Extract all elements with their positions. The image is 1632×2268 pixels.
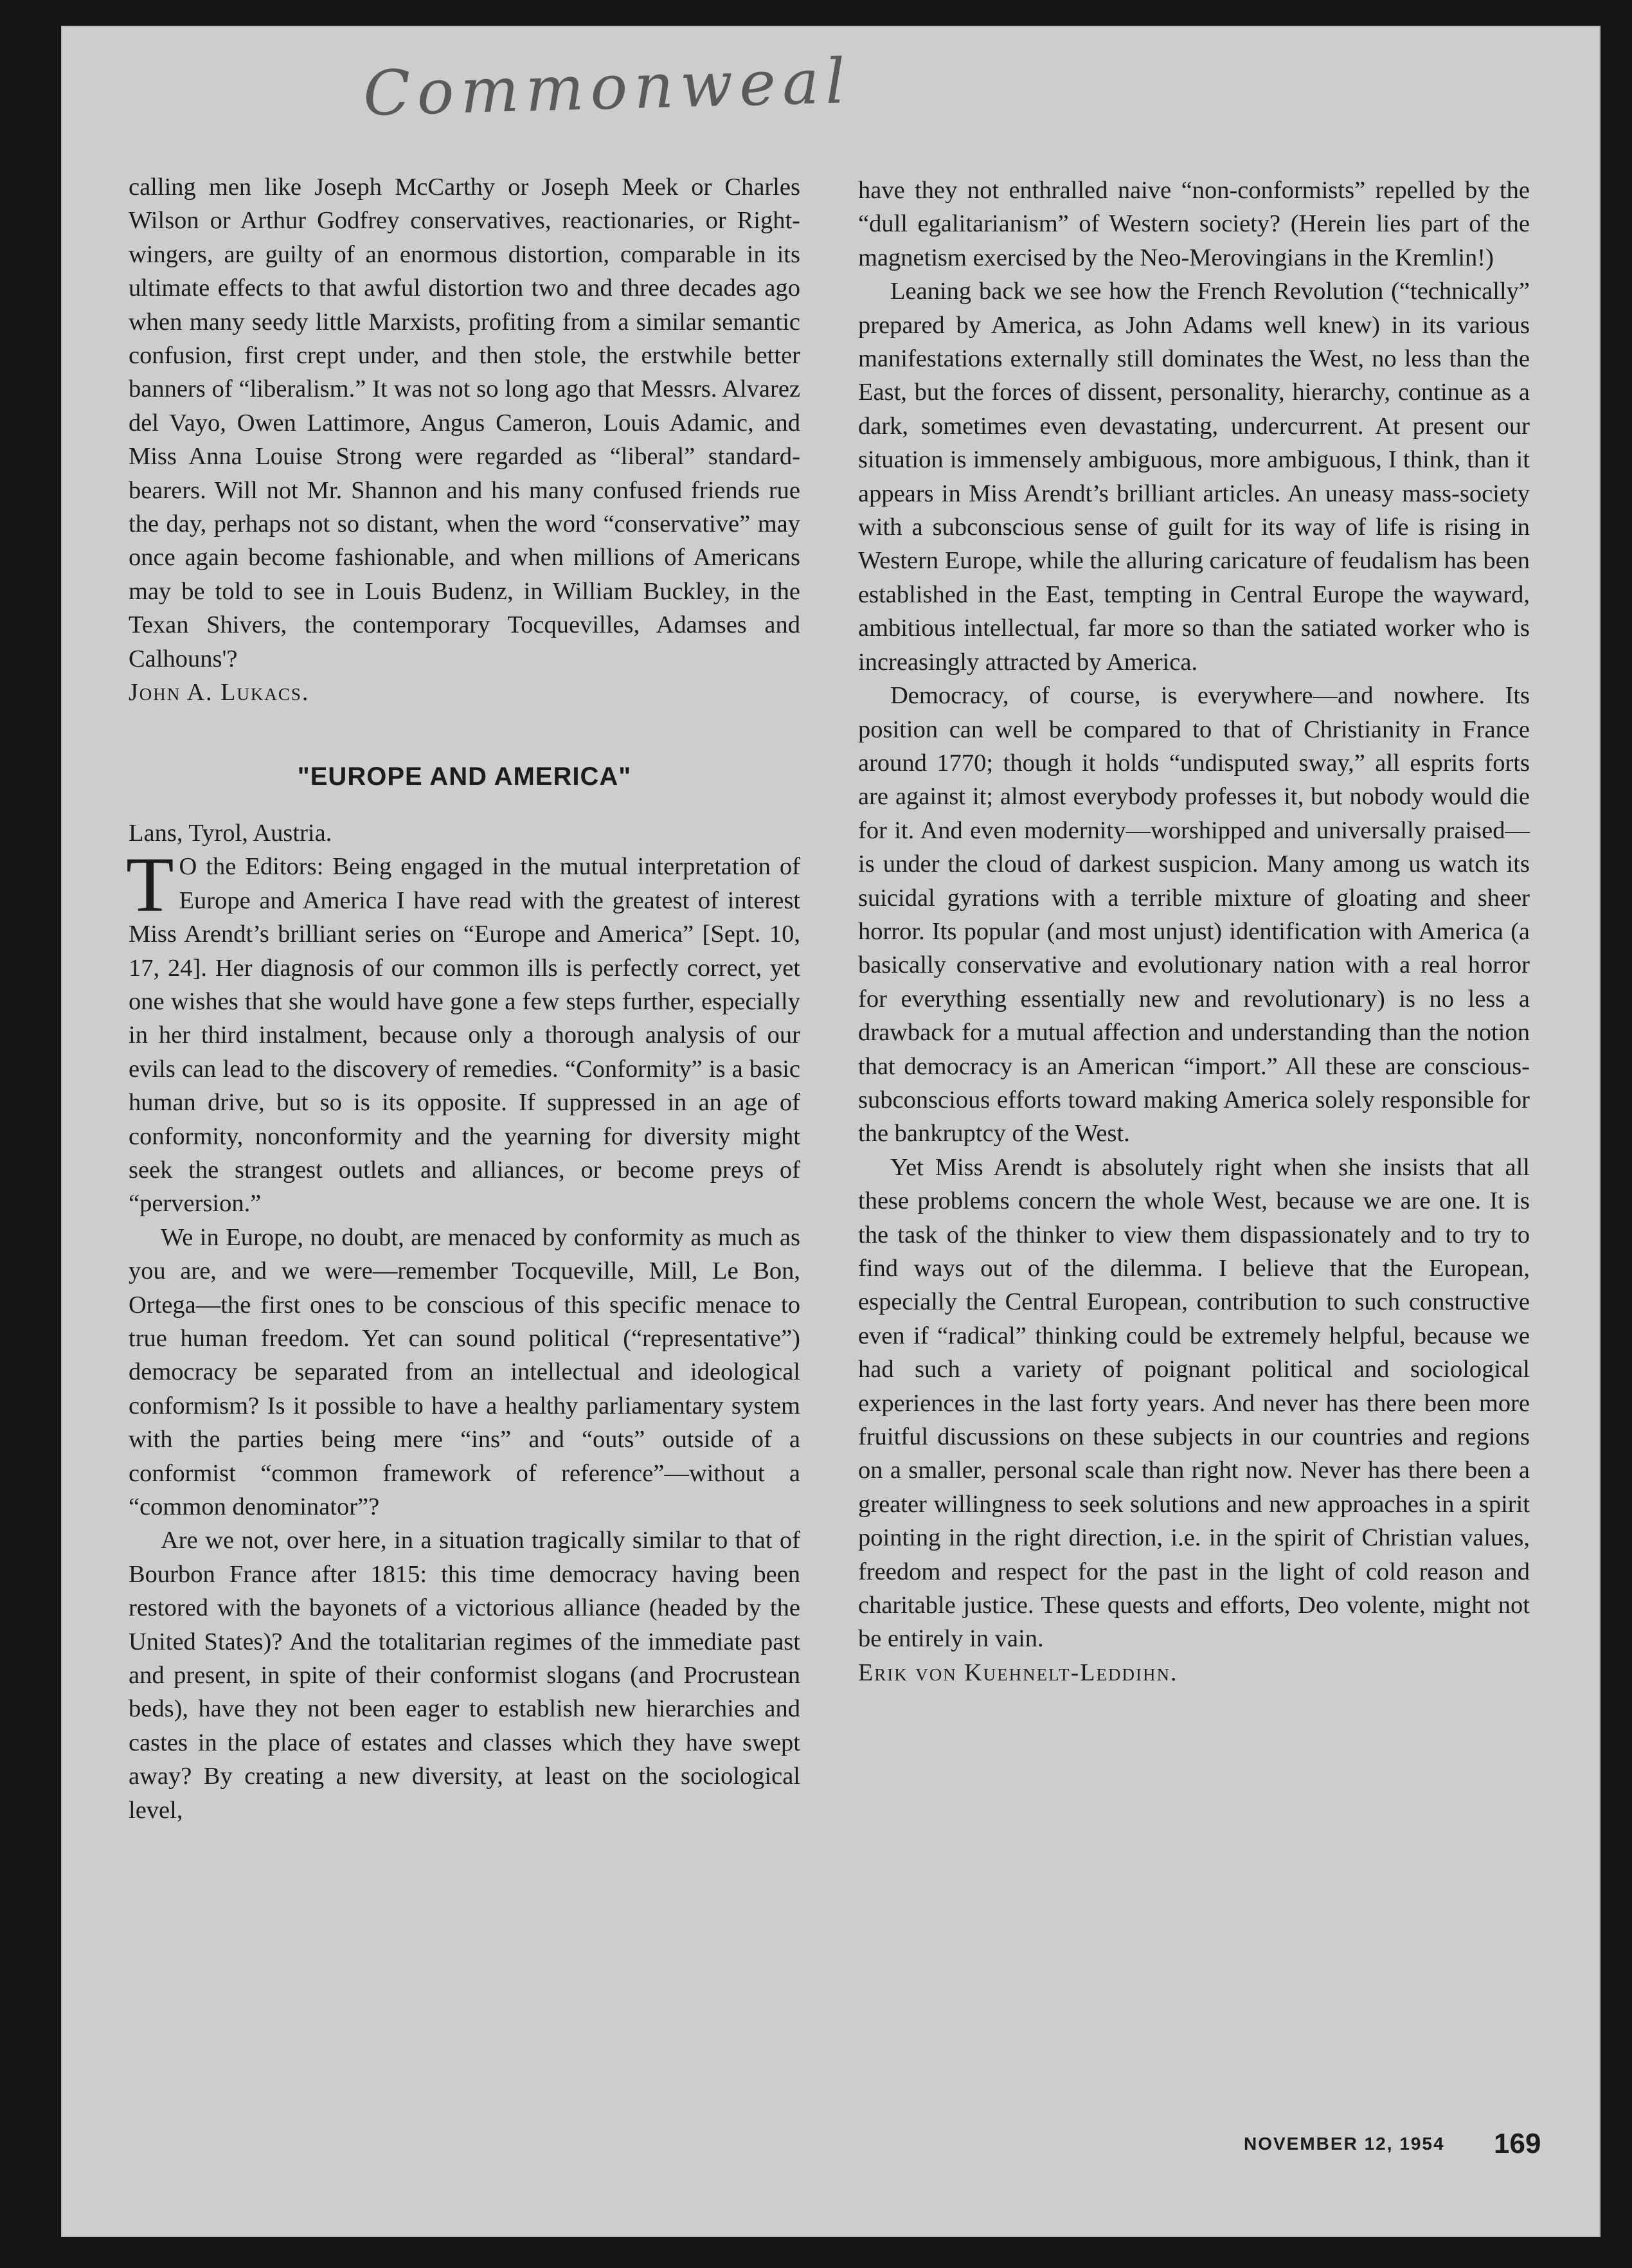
- letter-opening-paragraph: [126, 842, 800, 1220]
- magazine-page: [61, 26, 1601, 2237]
- letter-signature: Erik von Kuehnelt-Leddihn.: [858, 1659, 1178, 1686]
- letter-paragraph: Yet Miss Arendt is absolutely right when she insists that all these problems concern the whole West, because we are one. It is the task of the thinker to view them dispassionately and to try to find ways out of the dilemma. I believe that the European, especially the Central European, contribution to such constructive even if “radical” thinking could be extremely helpful, because we had such a variety of poignant political and sociological experiences in the last forty years. And never has there been more fruitful discussions on these subjects in our countries and regions on a smaller, personal scale than right now. Never has there been a greater willingness to seek solutions and new approaches in a spirit pointing in the right direction, i.e. in the spirit of Christian values, freedom and respect for the past in the light of cold reason and charitable justice. These quests and efforts, Deo volente, might not be entirely in vain.: [858, 1153, 1530, 1653]
- dateline: Lans, Tyrol, Austria.: [129, 819, 332, 847]
- letter-paragraph: Leaning back we see how the French Revolution (“technically” prepared by America, as John Adams well knew) in its various manifestations externally still dominates the West, no less than the East, but the forces of dissent, personality, hierarchy, continue as a dark, sometimes even devastating, undercurrent. At present our situation is immensely ambiguous, more ambiguous, I think, than it appears in Miss Arendt’s brilliant articles. An uneasy mass-society with a subconscious sense of guilt for its way of life is rising in Western Europe, while the alluring caricature of feudalism has been established in the East, tempting in Central Europe the wayward, ambitious intellectual, far more so than the satiated worker who is increasingly attracted by America.: [858, 278, 1530, 676]
- letter-signature: John A. Lukacs.: [129, 679, 310, 706]
- left-column: [126, 170, 800, 1827]
- right-column: [858, 174, 1530, 1689]
- letter-paragraph: Are we not, over here, in a situation tragically similar to that of Bourbon France after 1815: this time democracy having been restored with the bayonets of a victorious alliance (headed by the United States)? And the totalitarian regimes of the immediate past and present, in spite of their conformist slogans (and Procrustean beds), have they not been eager to establish new hierarchies and castes in the place of estates and classes which they have swept away? By creating a new diversity, at least on the sociological level,: [129, 1527, 800, 1824]
- drop-cap: T: [126, 842, 174, 929]
- letter-paragraph: We in Europe, no doubt, are menaced by conformity as much as you are, and we were—remember Tocqueville, Mill, Le Bon, Ortega—the first ones to be conscious of this specific menace to true human freedom. Yet can sound political (“representative”) democracy be separated from an intellectual and ideological conformism? Is it possible to have a healthy parliamentary system with the parties being mere “ins” and “outs” outside of a conformist “common framework of reference”—without a “common denominator”?: [129, 1223, 800, 1521]
- issue-date: NOVEMBER 12, 1954: [1244, 2134, 1445, 2154]
- page-number: 169: [1494, 2128, 1541, 2159]
- continuation-paragraph: calling men like Joseph McCarthy or Joseph Meek or Charles Wilson or Arthur Godfrey conservatives, reactionaries, or Right-wingers, are guilty of an enormous distortion, comparable in its ultimate effects to that awful distortion two and three decades ago when many seedy little Marxists, profiting from a similar semantic confusion, first crept under, and then stole, the erstwhile better banners of “liberalism.” It was not so long ago that Messrs. Alvarez del Vayo, Owen Lattimore, Angus Cameron, Louis Adamic, and Miss Anna Louise Strong were regarded as “liberal” standard-bearers. Will not Mr. Shannon and his many confused friends rue the day, perhaps not so distant, when the word “conservative” may once again become fashionable, and when millions of Americans may be told to see in Louis Budenz, in William Buckley, in the Texan Shivers, the contemporary Tocquevilles, Adamses and Calhouns'?: [129, 174, 800, 672]
- section-heading: "EUROPE AND AMERICA": [297, 762, 632, 791]
- letter-paragraph: Democracy, of course, is everywhere—and nowhere. Its position can well be compared to that of Christianity in France around 1770; though it holds “undisputed sway,” all esprits forts are against it; almost everybody professes it, but nobody would die for it. And even modernity—worshipped and universally praised—is under the cloud of darkest suspicion. Many among us watch its suicidal gyrations with a terrible mixture of gloating and sheer horror. Its popular (and most unjust) identification with America (a basically conservative and evolutionary nation with a real horror for everything essentially new and revolutionary) is no less a drawback for a mutual affection and understanding than the notion that democracy is an American “import.” All these are conscious-subconscious efforts toward making America solely responsible for the bankruptcy of the West.: [858, 682, 1530, 1148]
- letter-opening-text: O the Editors: Being engaged in the mutual interpretation of Europe and America I have read with the greatest of interest Miss Arendt’s brilliant series on “Europe and America” [Sept. 10, 17, 24]. Her diagnosis of our common ills is perfectly correct, yet one wishes that she would have gone a few steps further, especially in her third instalment, because only a thorough analysis of our evils can lead to the discovery of remedies. “Conformity” is a basic human drive, but so is its opposite. If suppressed in an age of conformity, nonconformity and the yearning for diversity might seek the strangest outlets and alliances, or become preys of “perversion.”: [129, 853, 800, 1218]
- page-footer: [1244, 2128, 1541, 2160]
- continuation-paragraph: have they not enthralled naive “non-conformists” repelled by the “dull egalitarianism” of Western society? (Herein lies part of the magnetism exercised by the Neo-Merovingians in the Kremlin!): [858, 177, 1530, 271]
- handwritten-annotation: Commonweal: [362, 45, 853, 130]
